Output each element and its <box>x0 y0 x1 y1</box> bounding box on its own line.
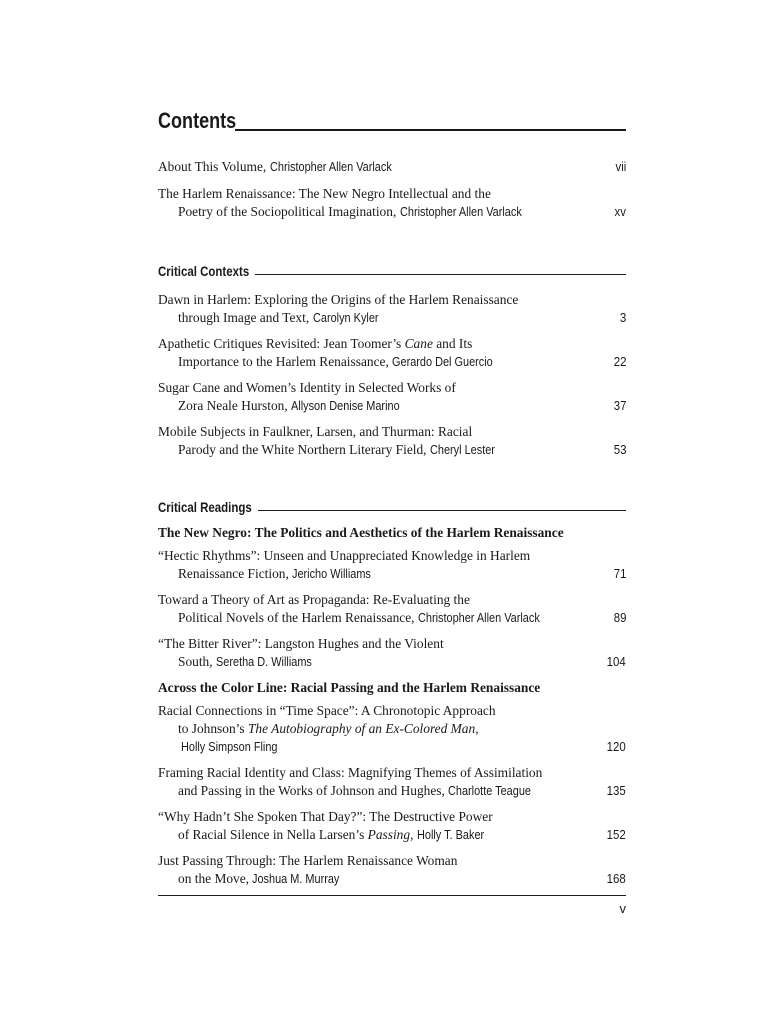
toc-entry[interactable] <box>158 158 626 176</box>
entry-title-text: , <box>475 721 479 736</box>
entry-page-number: 152 <box>606 827 626 842</box>
entry-title-line1: Mobile Subjects in Faulkner, Larsen, and Thurman: Racial <box>158 424 473 439</box>
entry-title-text: and Its <box>432 336 473 351</box>
entry-title-line2: South, <box>178 654 213 669</box>
part-title: The New Negro: The Politics and Aesthetics of the Harlem Renaissance <box>158 525 564 540</box>
entry-page-number: 89 <box>613 610 626 625</box>
toc-entry[interactable] <box>158 808 626 844</box>
entry-title-text: Apathetic Critiques Revisited: Jean Toomer’s <box>158 336 405 351</box>
entry-title-italic: The Autobiography of an Ex-Colored Man <box>247 721 476 736</box>
entry-title-line1: “Why Hadn’t She Spoken That Day?”: The Destructive Power <box>158 809 493 824</box>
entry-title-line1: “The Bitter River”: Langston Hughes and the Violent <box>158 636 444 651</box>
toc-entry[interactable] <box>158 635 626 671</box>
entry-title-line2: through Image and Text, <box>178 310 310 325</box>
entry-title-line2 <box>158 720 582 738</box>
entry-title-line1: Framing Racial Identity and Class: Magnifying Themes of Assimilation <box>158 765 543 780</box>
entry-title-line2: Zora Neale Hurston, <box>178 398 288 413</box>
entry-title-line2: Parody and the White Northern Literary Field, <box>178 442 427 457</box>
section-title: Critical Contexts <box>158 263 250 279</box>
page-number: v <box>619 901 626 916</box>
entry-title-line2: and Passing in the Works of Johnson and Hughes, <box>178 783 445 798</box>
section-rule <box>255 274 626 275</box>
toc-entry[interactable] <box>158 547 626 583</box>
entry-author: Gerardo Del Guercio <box>392 354 493 369</box>
toc-entry[interactable] <box>158 852 626 888</box>
entry-author: Allyson Denise Marino <box>291 398 400 413</box>
contents-page <box>158 108 626 888</box>
entry-title-italic: Cane <box>404 336 433 351</box>
entry-title-italic: Passing <box>367 827 411 842</box>
part-title: Across the Color Line: Racial Passing and the Harlem Renaissance <box>158 680 541 695</box>
section-heading-critical-contexts <box>158 263 626 279</box>
entry-author: Holly Simpson Fling <box>181 739 278 754</box>
entry-title-line1: The Harlem Renaissance: The New Negro Intellectual and the <box>158 186 491 201</box>
toc-entry[interactable] <box>158 335 626 371</box>
entry-title-line1: “Hectic Rhythms”: Unseen and Unappreciated Knowledge in Harlem <box>158 548 531 563</box>
toc-entry[interactable] <box>158 591 626 627</box>
entry-title-line2: Political Novels of the Harlem Renaissance, <box>178 610 415 625</box>
entry-title-line1: Dawn in Harlem: Exploring the Origins of the Harlem Renaissance <box>158 292 519 307</box>
section-title: Critical Readings <box>158 499 252 515</box>
entry-page-number: 135 <box>606 783 626 798</box>
heading-rule <box>235 129 626 131</box>
entry-author: Holly T. Baker <box>416 827 484 842</box>
toc-entry[interactable] <box>158 423 626 459</box>
entry-title-line2: Poetry of the Sociopolitical Imagination, <box>178 204 397 219</box>
entry-title-text: of Racial Silence in Nella Larsen’s <box>178 827 368 842</box>
entry-title-line1: Sugar Cane and Women’s Identity in Selected Works of <box>158 380 456 395</box>
entry-page-number: vii <box>615 159 626 174</box>
entry-page-number: 3 <box>619 310 626 325</box>
section-heading-critical-readings <box>158 499 626 515</box>
entry-author: Christopher Allen Varlack <box>399 204 522 219</box>
entry-title-line2: on the Move, <box>178 871 250 886</box>
entry-title-line1: Racial Connections in “Time Space”: A Chronotopic Approach <box>158 703 496 718</box>
entry-author: Christopher Allen Varlack <box>269 159 392 174</box>
entry-page-number: 22 <box>613 354 626 369</box>
entry-page-number: 71 <box>613 566 626 581</box>
entry-page-number: xv <box>614 204 626 219</box>
entry-page-number: 120 <box>606 739 626 754</box>
entry-page-number: 37 <box>613 398 626 413</box>
toc-entry[interactable] <box>158 185 626 221</box>
toc-entry[interactable] <box>158 764 626 800</box>
entry-author: Seretha D. Williams <box>215 654 312 669</box>
entry-author: Carolyn Kyler <box>312 310 379 325</box>
toc-entry[interactable] <box>158 291 626 327</box>
section-rule <box>258 510 626 511</box>
entry-title: About This Volume, <box>158 159 267 174</box>
entry-page-number: 104 <box>606 654 626 669</box>
page-title: Contents <box>158 108 237 133</box>
entry-author: Joshua M. Murray <box>252 871 340 886</box>
entry-author: Jericho Williams <box>292 566 372 581</box>
entry-page-number: 53 <box>613 442 626 457</box>
contents-heading <box>158 108 626 134</box>
entry-title-text: , <box>410 827 414 842</box>
entry-author: Cheryl Lester <box>429 442 495 457</box>
entry-title-text: to Johnson’s <box>178 721 248 736</box>
toc-entry[interactable] <box>158 379 626 415</box>
toc-entry[interactable] <box>158 702 626 756</box>
entry-title-line1 <box>158 335 582 353</box>
entry-title-line2: Importance to the Harlem Renaissance, <box>178 354 389 369</box>
entry-title-line2: Renaissance Fiction, <box>178 566 289 581</box>
entry-page-number: 168 <box>606 871 626 886</box>
entry-author: Christopher Allen Varlack <box>417 610 540 625</box>
entry-title-line1: Toward a Theory of Art as Propaganda: Re-Evaluating the <box>158 592 470 607</box>
entry-author: Charlotte Teague <box>448 783 532 798</box>
footer-rule <box>158 895 626 896</box>
entry-title-line1: Just Passing Through: The Harlem Renaissance Woman <box>158 853 458 868</box>
